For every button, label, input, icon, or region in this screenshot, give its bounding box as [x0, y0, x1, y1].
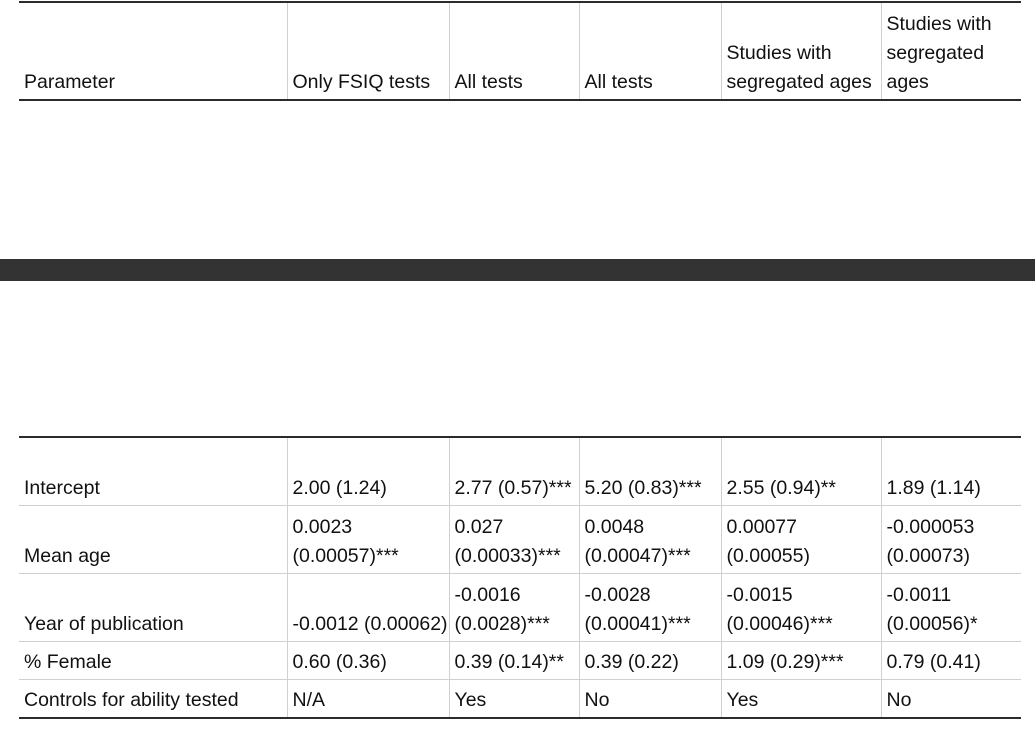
header-table: [19, 1, 1021, 101]
table-row-percent-female: [19, 642, 1021, 680]
row-label: Mean age: [19, 506, 287, 574]
table-cell: 0.00077 (0.00055): [721, 506, 881, 574]
table-cell: N/A: [287, 680, 449, 719]
table-cell: -0.0011 (0.00056)*: [881, 574, 1021, 642]
header-cell-only-fsiq-tests: Only FSIQ tests: [287, 2, 449, 100]
table-cell: 2.00 (1.24): [287, 437, 449, 506]
header-cell-parameter: Parameter: [24, 71, 116, 93]
table-cell: 0.0023 (0.00057)***: [287, 506, 449, 574]
table-row-mean-age: [19, 506, 1021, 574]
table-row-controls-for-ability: [19, 680, 1021, 719]
header-row: [19, 2, 1021, 100]
table-cell: -0.0012 (0.00062): [287, 574, 449, 642]
table-row-year-of-publication: [19, 574, 1021, 642]
table-cell: -0.0015 (0.00046)***: [721, 574, 881, 642]
header-cell-all-tests-1: All tests: [449, 2, 579, 100]
table-cell: No: [579, 680, 721, 719]
table-cell: 0.60 (0.36): [287, 642, 449, 680]
table-cell: 0.39 (0.22): [579, 642, 721, 680]
table-cell: 1.09 (0.29)***: [721, 642, 881, 680]
table-cell: -0.0028 (0.00041)***: [579, 574, 721, 642]
table-cell: 2.55 (0.94)**: [721, 437, 881, 506]
table-cell: 0.79 (0.41): [881, 642, 1021, 680]
table-cell: 1.89 (1.14): [881, 437, 1021, 506]
table-cell: -0.000053 (0.00073): [881, 506, 1021, 574]
header-cell-segregated-ages-1: Studies with segregated ages: [721, 2, 881, 100]
table-cell: 0.0048 (0.00047)***: [579, 506, 721, 574]
table-cell: 0.027 (0.00033)***: [449, 506, 579, 574]
row-label: Intercept: [19, 437, 287, 506]
results-table: [19, 436, 1021, 719]
page-divider-band: [0, 259, 1035, 281]
header-cell-segregated-ages-2: Studies with segregated ages: [881, 2, 1021, 100]
table-cell: -0.0016 (0.0028)***: [449, 574, 579, 642]
row-label: Controls for ability tested: [19, 680, 287, 719]
table-cell: 5.20 (0.83)***: [579, 437, 721, 506]
table-cell: 0.39 (0.14)**: [449, 642, 579, 680]
table-cell: No: [881, 680, 1021, 719]
row-label: % Female: [19, 642, 287, 680]
table-cell: Yes: [449, 680, 579, 719]
header-cell-all-tests-2: All tests: [579, 2, 721, 100]
row-label: Year of publication: [19, 574, 287, 642]
table-cell: 2.77 (0.57)***: [449, 437, 579, 506]
table-cell: Yes: [721, 680, 881, 719]
table-row-intercept: [19, 437, 1021, 506]
